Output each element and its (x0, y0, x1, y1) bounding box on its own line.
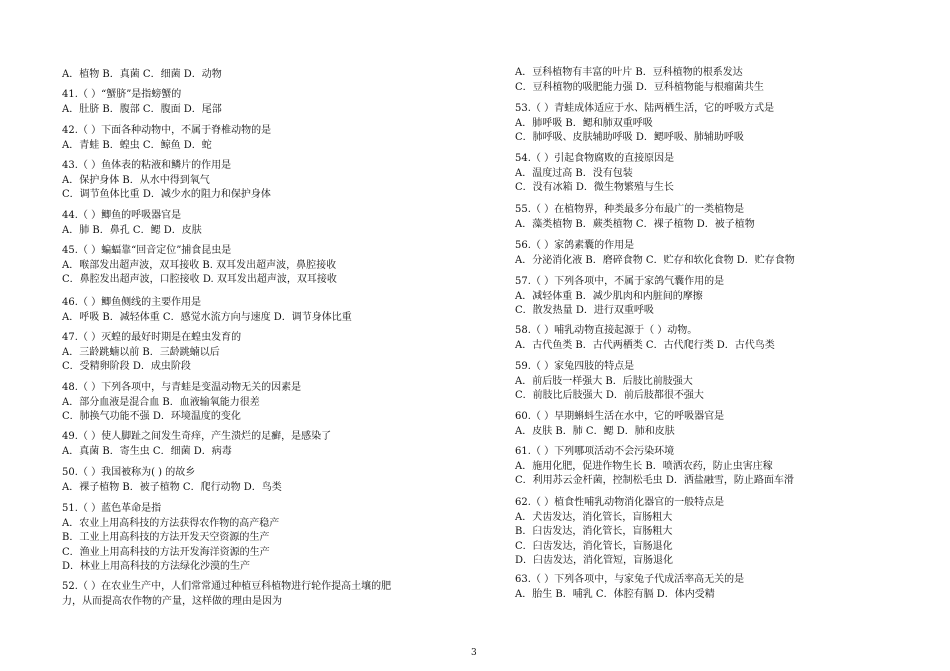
option-line: B．工业上用高科技的方法开发天空资源的生产 (62, 532, 270, 544)
option-line: A．肺呼吸 B．鳃和肺双重呼吸 (515, 117, 653, 129)
option-line: A．胎生 B．哺乳 C．体腔有膈 D．体内受精 (515, 588, 715, 600)
question-line: A．豆科植物有丰富的叶片 B．豆科植物的根系发达 (515, 67, 743, 78)
option-line: C．豆科植物的吸肥能力强 D．豆科植物能与根瘤菌共生 (515, 81, 764, 93)
option-line: A．三龄跳蝻以前 B．三龄跳蝻以后 (62, 346, 220, 358)
option-line: A．裸子植物 B．被子植物 C．爬行动物 D．鸟类 (62, 481, 282, 493)
question-line: 45.（ ）蝙蝠靠“回音定位”捕食昆虫是 (62, 245, 232, 256)
question-line: 42.（ ）下面各种动物中，不属于脊椎动物的是 (62, 125, 272, 136)
option-line: A．青蛙 B．蝗虫 C．鲸鱼 D．蛇 (62, 139, 212, 151)
option-line: B．臼齿发达，消化管长，盲肠粗大 (515, 526, 673, 538)
option-line: A．前后肢一样强大 B．后肢比前肢强大 (515, 375, 693, 387)
question-line: 49.（ ）使人脚趾之间发生奇痒，产生溃烂的足癣，是感染了 (62, 431, 332, 442)
question-line: 63.（ ）下列各项中，与家兔子代成活率高无关的是 (515, 574, 745, 585)
option-line: D．臼齿发达，消化管短，盲肠退化 (515, 555, 674, 567)
option-line: C．渔业上用高科技的方法开发海洋资源的生产 (62, 546, 270, 558)
question-line: 48.（ ）下列各项中，与青蛙是变温动物无关的因素是 (62, 382, 302, 393)
question-line: 62.（ ）植食性哺乳动物消化器官的一般特点是 (515, 497, 725, 508)
question-line: 52.（ ）在农业生产中，人们常常通过种植豆科植物进行轮作提高土壤的肥 (62, 581, 392, 592)
option-line: C．利用苏云金杆菌，控制松毛虫 D．洒盐融雪，防止路面车滑 (515, 475, 794, 487)
question-line: 47.（ ）灭蝗的最好时期是在蝗虫发育的 (62, 332, 242, 343)
option-line: C．臼齿发达，消化管长，盲肠退化 (515, 540, 673, 552)
option-line: C．肺呼吸、皮肤辅助呼吸 D．鳃呼吸、肺辅助呼吸 (515, 132, 744, 144)
page-number: 3 (471, 648, 477, 658)
option-line: A．皮肤 B．肺 C．鳃 D．肺和皮肤 (515, 425, 675, 437)
question-line: 60.（ ）早期蝌蚪生活在水中，它的呼吸器官是 (515, 411, 725, 422)
question-line: 44.（ ）鲫鱼的呼吸器官是 (62, 210, 182, 221)
option-line: D．林业上用高科技的方法绿化沙漠的生产 (62, 561, 251, 573)
question-line: 43.（ ）鱼体表的粘液和鳞片的作用是 (62, 160, 232, 171)
option-line: A．呼吸 B．减轻体重 C．感觉水流方向与速度 D．调节身体比重 (62, 311, 352, 323)
question-line: 41.（ ）“蟹脐”是指螃蟹的 (62, 89, 182, 100)
option-line: A．喉部发出超声波，双耳接收 B. 双耳发出超声波，鼻腔接收 (62, 259, 337, 271)
option-line: C．没有冰箱 D．微生物繁殖与生长 (515, 182, 674, 194)
option-line: A．犬齿发达，消化管长，盲肠粗大 (515, 511, 673, 523)
question-line: 57.（ ）下列各项中，不属于家鸽气囊作用的是 (515, 276, 725, 287)
question-line: 55.（ ）在植物界，种类最多分布最广的一类植物是 (515, 204, 745, 215)
question-line: 59.（ ）家兔四肢的特点是 (515, 361, 635, 372)
option-line: A．保护身体 B．从水中得到氧气 (62, 174, 210, 186)
option-line: A．农业上用高科技的方法获得农作物的高产稳产 (62, 517, 280, 529)
option-line: C．鼻腔发出超声波，口腔接收 D. 双耳发出超声波，双耳接收 (62, 274, 337, 286)
option-line: A．肚脐 B．腹部 C．腹面 D．尾部 (62, 103, 222, 115)
question-line: 51.（ ）蓝色革命是指 (62, 503, 162, 514)
option-line: A．肺 B．鼻孔 C．鳃 D．皮肤 (62, 224, 202, 236)
option-line: C．肺换气功能不强 D．环境温度的变化 (62, 411, 241, 423)
option-line: C．前肢比后肢强大 D．前后肢都很不强大 (515, 390, 704, 402)
question-line: 58.（ ）哺乳动物直接起源于（ ）动物。 (515, 325, 698, 336)
option-line: C．散发热量 D．进行双重呼吸 (515, 305, 654, 317)
question-line: A．植物 B．真菌 C．细菌 D．动物 (62, 69, 222, 80)
option-line: A．温度过高 B．没有包装 (515, 167, 633, 179)
question-line: 54.（ ）引起食物腐败的直接原因是 (515, 153, 675, 164)
option-line: A．古代鱼类 B．古代两栖类 C．古代爬行类 D．古代鸟类 (515, 339, 775, 351)
option-line: A．分泌消化液 B．磨碎食物 C．贮存和软化食物 D．贮存食物 (515, 254, 795, 266)
question-line: 56.（ ）家鸽素囊的作用是 (515, 240, 635, 251)
option-line: A．部分血液是混合血 B．血液输氧能力很差 (62, 396, 260, 408)
option-line: A．施用化肥，促进作物生长 B．喷洒农药，防止虫害庄稼 (515, 460, 773, 472)
option-line: A．藻类植物 B．蕨类植物 C．裸子植物 D．被子植物 (515, 218, 755, 230)
question-line: 46.（ ）鲫鱼侧线的主要作用是 (62, 297, 202, 308)
option-line: A．减轻体重 B．减少肌肉和内脏间的摩擦 (515, 290, 703, 302)
option-line: 力，从而提高农作物的产量，这样做的理由是因为 (62, 595, 282, 607)
question-line: 61.（ ）下列哪项活动不会污染环境 (515, 446, 675, 457)
option-line: C．调节鱼体比重 D．减少水的阻力和保护身体 (62, 189, 271, 201)
option-line: C．受精卵阶段 D．成虫阶段 (62, 361, 191, 373)
question-line: 50.（ ）我国被称为( ) 的故乡 (62, 467, 196, 478)
question-line: 53.（ ）青蛙成体适应于水、陆两栖生活，它的呼吸方式是 (515, 103, 775, 114)
option-line: A．真菌 B．寄生虫 C．细菌 D．病毒 (62, 445, 232, 457)
